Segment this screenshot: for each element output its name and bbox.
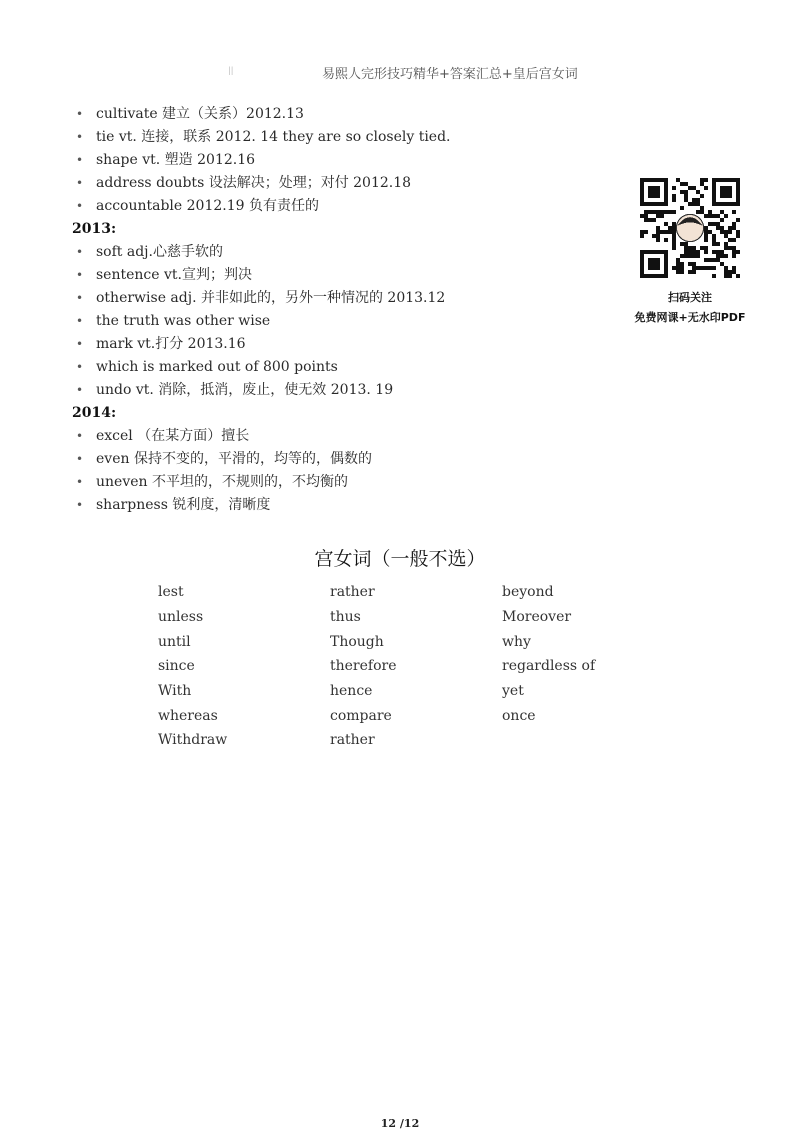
word-table [158, 580, 622, 753]
bullet-icon: • [76, 153, 84, 167]
word-cell: until [158, 633, 191, 650]
list-item-text: sharpness 锐利度，清晰度 [96, 497, 271, 513]
bullet-icon: • [76, 360, 84, 374]
list-item [72, 310, 542, 333]
word-cell: why [502, 633, 531, 650]
qr-promo [620, 178, 760, 328]
list-item-text: soft adj.心慈手软的 [96, 244, 223, 260]
list-item [72, 448, 542, 471]
list-item-text: which is marked out of 800 points [96, 359, 338, 375]
list-item-text: excel （在某方面）擅长 [96, 428, 250, 444]
word-cell: With [158, 683, 192, 700]
table-row [158, 679, 622, 704]
word-cell: Though [330, 633, 384, 650]
list-item [72, 172, 542, 195]
bullet-icon: • [76, 245, 84, 259]
word-cell: therefore [330, 658, 397, 675]
list-item [72, 471, 542, 494]
list-2013 [72, 241, 542, 402]
header-mark: || [228, 66, 234, 75]
list-2014 [72, 425, 542, 517]
year-heading-2014: 2014: [72, 405, 117, 421]
table-row [158, 580, 622, 605]
word-cell: Moreover [502, 609, 572, 626]
vocab-content [72, 103, 542, 517]
list-2012 [72, 103, 542, 218]
header-title: 易熙人完形技巧精华+答案汇总+皇后宫女词 [322, 67, 578, 82]
year-heading-2013: 2013: [72, 221, 117, 237]
list-item [72, 103, 542, 126]
word-cell: beyond [502, 584, 554, 601]
bullet-icon: • [76, 314, 84, 328]
list-item [72, 149, 542, 172]
list-item-text: otherwise adj. 并非如此的，另外一种情况的 2013.12 [96, 290, 446, 306]
list-item [72, 264, 542, 287]
list-item-text: even 保持不变的，平滑的，均等的，偶数的 [96, 451, 372, 467]
word-section-title: 宫女词（一般不选） [314, 548, 486, 570]
table-row [158, 629, 622, 654]
bullet-icon: • [76, 268, 84, 282]
word-cell: whereas [158, 707, 218, 724]
table-row [158, 605, 622, 630]
qr-code-icon[interactable] [640, 178, 740, 278]
list-item-text: shape vt. 塑造 2012.16 [96, 152, 256, 168]
word-cell: thus [330, 609, 361, 626]
bullet-icon: • [76, 383, 84, 397]
word-cell: hence [330, 683, 373, 700]
list-item [72, 126, 542, 149]
list-item [72, 425, 542, 448]
bullet-icon: • [76, 429, 84, 443]
list-item [72, 287, 542, 310]
bullet-icon: • [76, 452, 84, 466]
word-cell: compare [330, 707, 392, 724]
word-cell: since [158, 658, 195, 675]
list-item-text: address doubts 设法解决；处理；对付 2012.18 [96, 175, 412, 191]
bullet-icon: • [76, 291, 84, 305]
table-row [158, 728, 622, 753]
bullet-icon: • [76, 130, 84, 144]
word-cell: regardless of [502, 658, 596, 675]
qr-caption-line1: 扫码关注 [668, 291, 712, 304]
word-cell [502, 728, 622, 753]
table-row [158, 654, 622, 679]
bullet-icon: • [76, 107, 84, 121]
table-row [158, 703, 622, 728]
word-cell: unless [158, 609, 204, 626]
list-item-text: mark vt.打分 2013.16 [96, 336, 246, 352]
list-item-text: accountable 2012.19 负有责任的 [96, 198, 319, 214]
word-cell: Withdraw [158, 732, 228, 749]
qr-caption [620, 288, 760, 328]
list-item-text: undo vt. 消除，抵消，废止，使无效 2013. 19 [96, 382, 394, 398]
list-item [72, 195, 542, 218]
list-item [72, 333, 542, 356]
bullet-icon: • [76, 337, 84, 351]
word-cell: rather [330, 584, 375, 601]
list-item-text: cultivate 建立（关系）2012.13 [96, 106, 304, 122]
list-item [72, 241, 542, 264]
page-number: 12 /12 [380, 1117, 420, 1130]
word-cell: rather [330, 732, 375, 749]
bullet-icon: • [76, 498, 84, 512]
bullet-icon: • [76, 199, 84, 213]
list-item-text: sentence vt.宣判；判决 [96, 267, 252, 283]
list-item [72, 379, 542, 402]
list-item [72, 494, 542, 517]
word-cell: yet [502, 683, 524, 700]
list-item-text: the truth was other wise [96, 313, 271, 329]
bullet-icon: • [76, 176, 84, 190]
list-item [72, 356, 542, 379]
list-item-text: uneven 不平坦的，不规则的，不均衡的 [96, 474, 348, 490]
qr-caption-line2: 免费网课+无水印PDF [634, 311, 746, 324]
word-cell: once [502, 707, 536, 724]
list-item-text: tie vt. 连接，联系 2012. 14 they are so closely tied. [96, 129, 451, 145]
bullet-icon: • [76, 475, 84, 489]
word-cell: lest [158, 584, 184, 601]
